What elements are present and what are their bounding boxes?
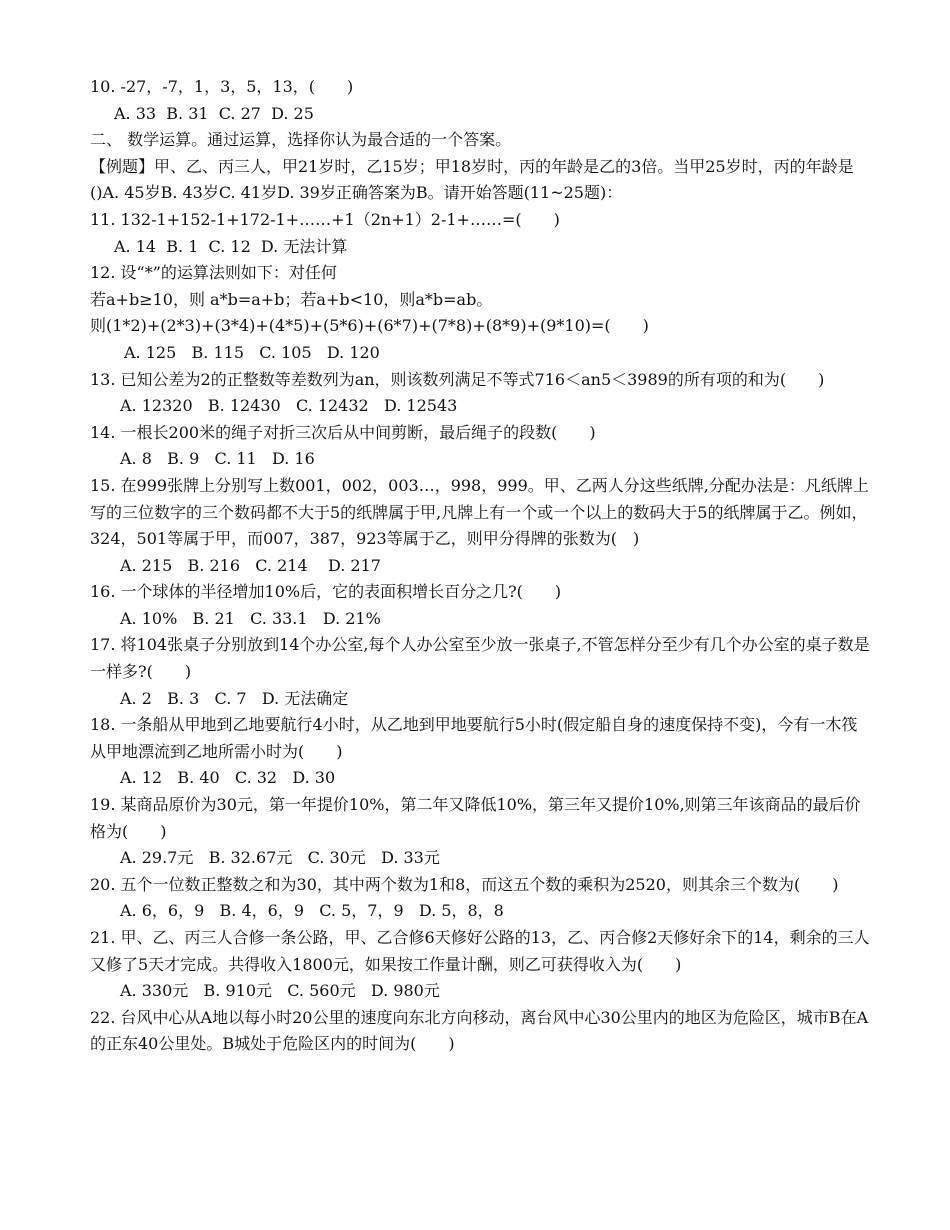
q14-options: A. 8 B. 9 C. 11 D. 16 (120, 449, 315, 469)
q16-options: A. 10% B. 21 C. 33.1 D. 21% (120, 608, 381, 628)
q12-options: A. 125 B. 115 C. 105 D. 120 (124, 342, 380, 362)
q21-stem: 21. 甲、乙、丙三人合修一条公路，甲、乙合修6天修好公路的13，乙、丙合修2天修好余下的14，剩余的三人又修了5天才完成。共得收入1800元，如果按工作量计酬，则乙可获得收入为( ) (90, 928, 870, 974)
q11-options: A. 14 B. 1 C. 12 D. 无法计算 (114, 236, 348, 256)
q15-options: A. 215 B. 216 C. 214 D. 217 (120, 555, 381, 575)
q19-stem: 19. 某商品原价为30元，第一年提价10%，第二年又降低10%，第三年又提价10%,则第三年该商品的最后价格为( ) (90, 795, 861, 841)
q18-options: A. 12 B. 40 C. 32 D. 30 (120, 768, 336, 788)
q15-stem: 15. 在999张牌上分别写上数001，002，003…，998，999。甲、乙两人分这些纸牌,分配办法是：凡纸牌上写的三位数字的三个数码都不大于5的纸牌属于甲,凡牌上有一个或一个以上的数码大于5的纸牌属于乙。例如，324，501等属于甲，而007，387，923等属于乙，则甲分得牌的张数为( ) (90, 475, 869, 549)
q17-options: A. 2 B. 3 C. 7 D. 无法确定 (120, 688, 349, 708)
q11-stem: 11. 132-1+152-1+172-1+……+1（2n+1）2-1+……=( ) (90, 209, 560, 229)
q14-stem: 14. 一根长200米的绳子对折三次后从中间剪断，最后绳子的段数( ) (90, 422, 596, 442)
q16-stem: 16. 一个球体的半径增加10%后，它的表面积增长百分之几?( ) (90, 582, 562, 602)
q18-stem: 18. 一条船从甲地到乙地要航行4小时，从乙地到甲地要航行5小时(假定船自身的速度保持不变)，今有一木筏从甲地漂流到乙地所需小时为( ) (90, 715, 858, 761)
q19-options: A. 29.7元 B. 32.67元 C. 30元 D. 33元 (120, 848, 440, 868)
q20-stem: 20. 五个一位数正整数之和为30，其中两个数为1和8，而这五个数的乘积为2520，则其余三个数为( ) (90, 874, 839, 894)
q20-options: A. 6，6，9 B. 4，6，9 C. 5，7，9 D. 5，8，8 (120, 901, 504, 921)
q17-stem: 17. 将104张桌子分别放到14个办公室,每个人办公室至少放一张桌子,不管怎样分至少有几个办公室的桌子数是一样多?( ) (90, 635, 870, 682)
q12-line3: 则(1*2)+(2*3)+(3*4)+(4*5)+(5*6)+(6*7)+(7*8)+(8*9)+(9*10)=( ) (90, 316, 649, 336)
q10-options: A. 33 B. 31 C. 27 D. 25 (114, 103, 314, 123)
q12-line1: 12. 设“*”的运算法则如下：对任何 (90, 263, 337, 283)
q13-options: A. 12320 B. 12430 C. 12432 D. 12543 (120, 396, 458, 416)
q10-stem: 10. -27，-7，1，3，5，13，( ) (90, 77, 354, 96)
q13-stem: 13. 已知公差为2的正整数等差数列为an，则该数列满足不等式716＜an5＜3989的所有项的和为( ) (90, 369, 825, 389)
q21-options: A. 330元 B. 910元 C. 560元 D. 980元 (120, 981, 440, 1001)
q12-line2: 若a+b≥10，则 a*b=a+b；若a+b<10，则a*b=ab。 (90, 289, 493, 309)
exam-page (90, 74, 870, 1058)
q22-stem: 22. 台风中心从A地以每小时20公里的速度向东北方向移动，离台风中心30公里内的地区为危险区，城市B在A的正东40公里处。B城处于危险区内的时间为( ) (90, 1007, 869, 1054)
section-heading: 二、 数学运算。通过运算，选择你认为最合适的一个答案。 (90, 130, 512, 150)
example-paragraph: 【例题】甲、乙、丙三人，甲21岁时，乙15岁；甲18岁时，丙的年龄是乙的3倍。当甲25岁时，丙的年龄是()A. 45岁B. 43岁C. 41岁D. 39岁正确答案为B。请开始答题(11~25题)： (90, 156, 854, 203)
